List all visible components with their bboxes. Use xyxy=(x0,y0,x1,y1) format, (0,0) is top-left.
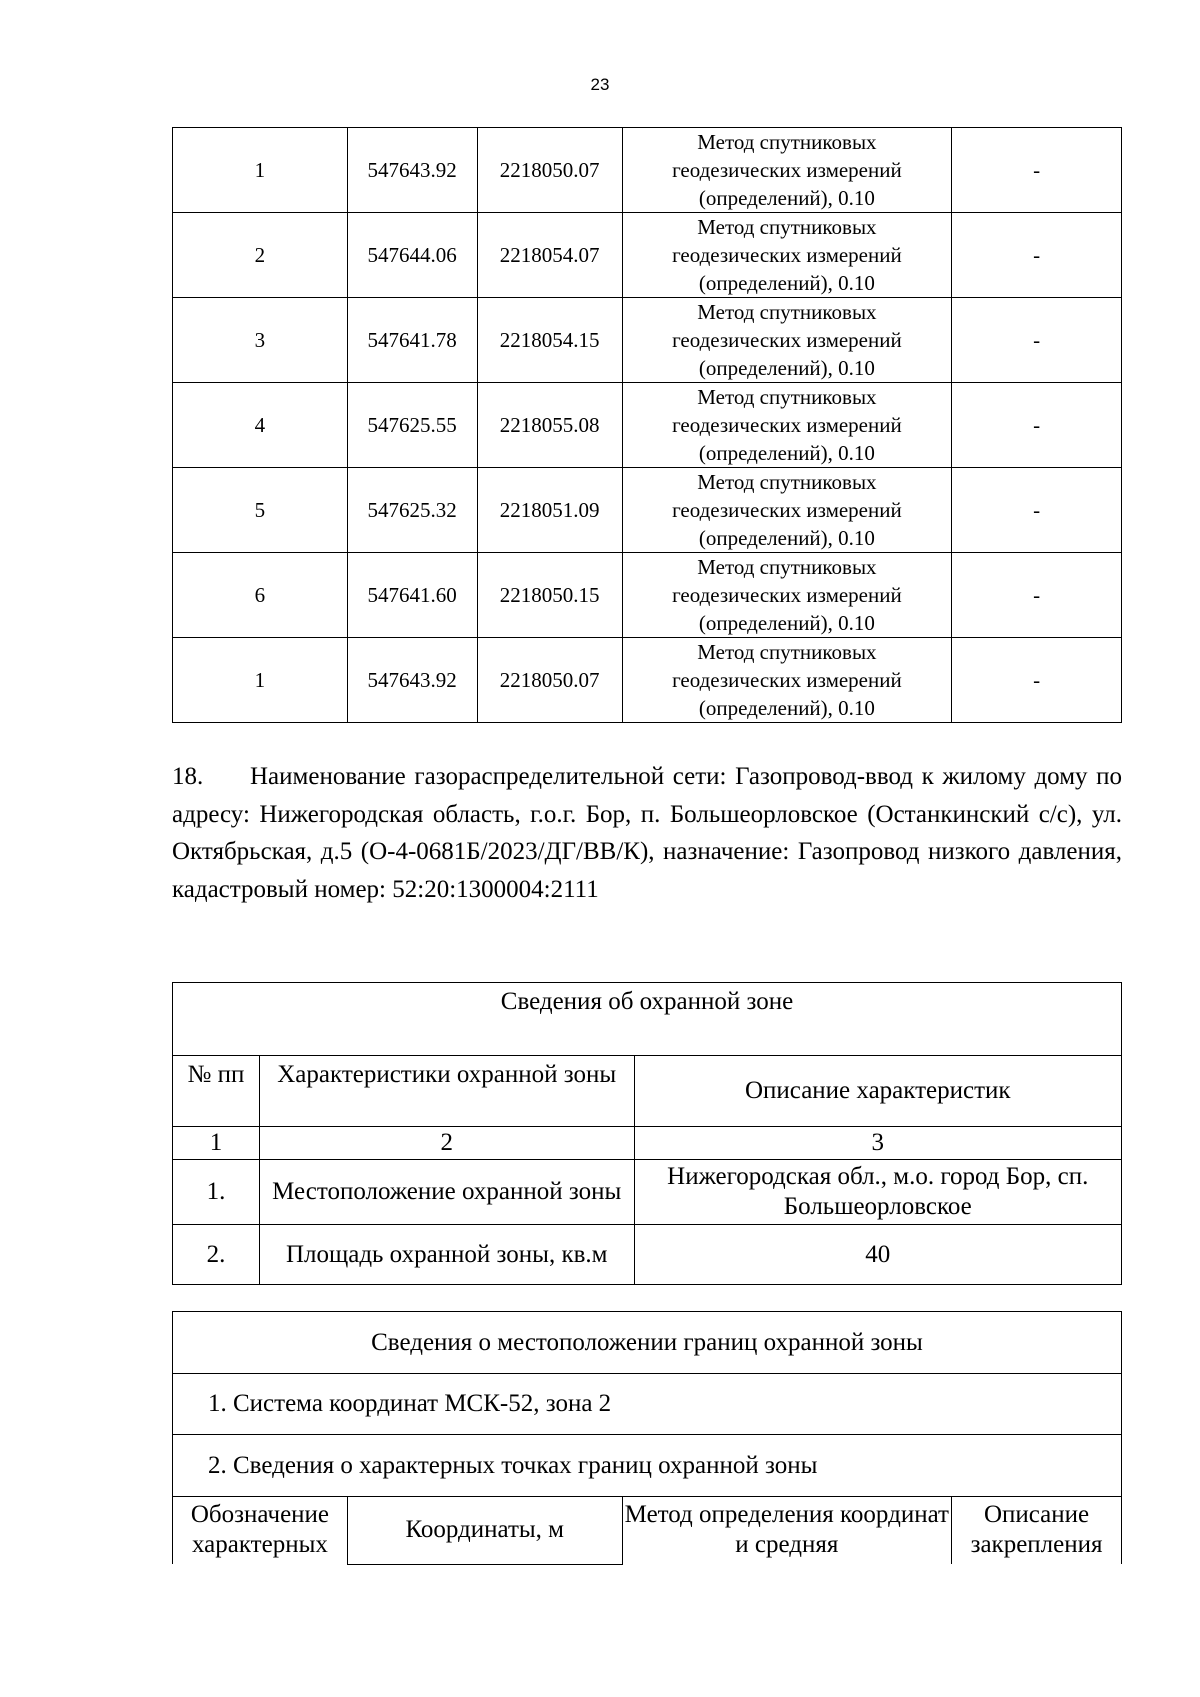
row-1-characteristic: Местоположение охранной зоны xyxy=(259,1160,634,1225)
row-1-num: 1. xyxy=(173,1160,260,1225)
zone-table-title: Сведения об охранной зоне xyxy=(173,983,1122,1056)
header-description: Описание характеристик xyxy=(634,1056,1121,1127)
gas-network-item-18 xyxy=(172,758,1122,908)
y-coordinate-cell: 2218055.08 xyxy=(477,383,622,468)
method-line: геодезических измерений xyxy=(672,498,902,522)
point-cell: 6 xyxy=(173,553,348,638)
table-row xyxy=(173,213,1122,298)
description-cell: - xyxy=(952,383,1122,468)
method-line: Метод спутниковых xyxy=(697,640,877,664)
table-row xyxy=(173,553,1122,638)
point-cell: 1 xyxy=(173,638,348,723)
y-coordinate-cell: 2218050.15 xyxy=(477,553,622,638)
index-cell-2: 2 xyxy=(259,1127,634,1160)
x-coordinate-cell: 547641.60 xyxy=(347,553,477,638)
method-line: (определений), 0.10 xyxy=(698,271,875,295)
method-line: Метод спутниковых xyxy=(697,215,877,239)
method-line: Метод спутниковых xyxy=(697,300,877,324)
method-line: (определений), 0.10 xyxy=(698,526,875,550)
page-number: 23 xyxy=(590,75,610,94)
row-1-value: Нижегородская обл., м.о. город Бор, сп. Большеорловское xyxy=(634,1160,1121,1225)
description-cell: - xyxy=(952,128,1122,213)
x-coordinate-cell: 547641.78 xyxy=(347,298,477,383)
x-coordinate-cell: 547643.92 xyxy=(347,128,477,213)
method-line: геодезических измерений xyxy=(672,413,902,437)
index-cell-3: 3 xyxy=(634,1127,1121,1160)
description-cell: - xyxy=(952,553,1122,638)
y-coordinate-cell: 2218050.07 xyxy=(477,638,622,723)
method-cell xyxy=(622,383,952,468)
method-line: Метод спутниковых xyxy=(697,130,877,154)
description-cell: - xyxy=(952,213,1122,298)
description-cell: - xyxy=(952,638,1122,723)
method-cell xyxy=(622,468,952,553)
y-coordinate-cell: 2218054.07 xyxy=(477,213,622,298)
method-cell xyxy=(622,638,952,723)
description-cell: - xyxy=(952,298,1122,383)
method-cell xyxy=(622,213,952,298)
method-line: Метод спутниковых xyxy=(697,470,877,494)
method-line: (определений), 0.10 xyxy=(698,186,875,210)
point-cell: 1 xyxy=(173,128,348,213)
point-cell: 2 xyxy=(173,213,348,298)
method-line: (определений), 0.10 xyxy=(698,696,875,720)
coord-system: 1. Система координат МСК-52, зона 2 xyxy=(173,1374,1122,1435)
table-row xyxy=(173,638,1122,723)
method-line: геодезических измерений xyxy=(672,668,902,692)
point-cell: 3 xyxy=(173,298,348,383)
method-line: геодезических измерений xyxy=(672,328,902,352)
y-coordinate-cell: 2218054.15 xyxy=(477,298,622,383)
x-coordinate-cell: 547643.92 xyxy=(347,638,477,723)
table-row xyxy=(173,383,1122,468)
method-line: (определений), 0.10 xyxy=(698,441,875,465)
y-coordinate-cell: 2218050.07 xyxy=(477,128,622,213)
header-num: № пп xyxy=(173,1056,260,1127)
header-designation: Обозначение характерных xyxy=(173,1497,348,1565)
method-cell xyxy=(622,298,952,383)
header-method: Метод определения координат и средняя xyxy=(622,1497,952,1565)
header-fixing: Описание закрепления xyxy=(952,1497,1122,1565)
point-cell: 4 xyxy=(173,383,348,468)
coordinates-table xyxy=(172,127,1122,723)
x-coordinate-cell: 547625.32 xyxy=(347,468,477,553)
method-line: Метод спутниковых xyxy=(697,385,877,409)
method-line: геодезических измерений xyxy=(672,243,902,267)
header-characteristics: Характеристики охранной зоны xyxy=(259,1056,634,1127)
method-line: геодезических измерений xyxy=(672,583,902,607)
method-cell xyxy=(622,553,952,638)
row-2-value: 40 xyxy=(634,1225,1121,1285)
protection-zone-info-table xyxy=(172,982,1122,1285)
x-coordinate-cell: 547644.06 xyxy=(347,213,477,298)
zone-boundaries-table xyxy=(172,1311,1122,1565)
method-line: (определений), 0.10 xyxy=(698,611,875,635)
points-title: 2. Сведения о характерных точках границ охранной зоны xyxy=(173,1435,1122,1497)
header-coords: Координаты, м xyxy=(347,1497,622,1565)
table-row xyxy=(173,468,1122,553)
method-cell xyxy=(622,128,952,213)
row-2-num: 2. xyxy=(173,1225,260,1285)
y-coordinate-cell: 2218051.09 xyxy=(477,468,622,553)
index-cell-1: 1 xyxy=(173,1127,260,1160)
item-number: 18. xyxy=(172,763,204,790)
method-line: геодезических измерений xyxy=(672,158,902,182)
point-cell: 5 xyxy=(173,468,348,553)
table-row xyxy=(173,128,1122,213)
method-line: Метод спутниковых xyxy=(697,555,877,579)
table-row xyxy=(173,298,1122,383)
row-2-characteristic: Площадь охранной зоны, кв.м xyxy=(259,1225,634,1285)
method-line: (определений), 0.10 xyxy=(698,356,875,380)
item-text: Наименование газораспределительной сети: Газопровод-ввод к жилому дому по адресу: Нижегородская область, г.о.г. Бор, п. Большеорловское (Останкинский с/с), ул. Октябрьская, д.5 (О-4-0681Б/2023/ДГ/ВВ/К), назначение: Газопровод низкого давления, кадастровый номер: 52:20:1300004:2111 xyxy=(172,763,1122,903)
x-coordinate-cell: 547625.55 xyxy=(347,383,477,468)
bounds-table-title: Сведения о местоположении границ охранной зоны xyxy=(173,1312,1122,1374)
description-cell: - xyxy=(952,468,1122,553)
